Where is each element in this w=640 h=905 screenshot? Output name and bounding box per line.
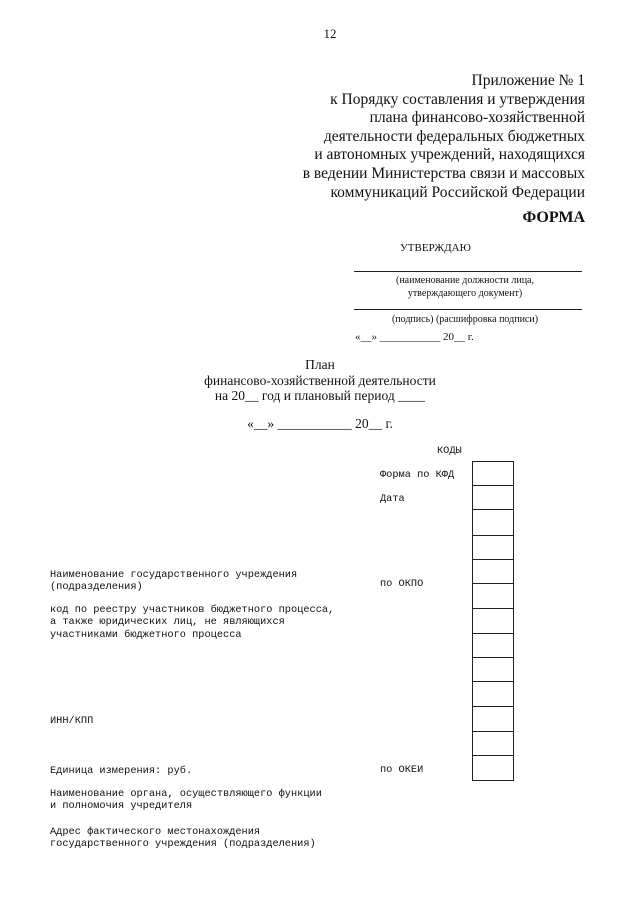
appendix-header — [165, 72, 585, 202]
date-label: Дата — [380, 493, 405, 505]
institution-name-line-1: Наименование государственного учреждения — [50, 569, 298, 581]
code-cell[interactable] — [473, 510, 513, 536]
code-cell[interactable] — [473, 536, 513, 560]
plan-title-line-3: на 20__ год и плановый период ____ — [214, 388, 426, 403]
registry-code-line-1: код по реестру участников бюджетного процесса, — [50, 604, 335, 616]
unit-label: Единица измерения: руб. — [50, 765, 193, 777]
code-cell[interactable] — [473, 560, 513, 584]
inn-kpp-label: ИНН/КПП — [50, 715, 94, 727]
appendix-line: в ведении Министерства связи и массовых — [302, 164, 585, 182]
plan-date: «__» ___________ 20__ г. — [247, 416, 393, 431]
plan-title-line-2: финансово-хозяйственной деятельности — [204, 372, 436, 388]
form-label: ФОРМА — [522, 209, 585, 226]
plan-title — [160, 357, 480, 404]
code-cell-okei[interactable] — [473, 756, 513, 780]
form-okud-label: Форма по КФД — [380, 469, 455, 481]
okei-label: по ОКЕИ — [380, 764, 424, 776]
registry-code-label — [50, 604, 334, 641]
appendix-line: и автономных учреждений, находящихся — [314, 146, 585, 164]
code-cell[interactable] — [473, 658, 513, 682]
codes-header: КОДЫ — [437, 445, 462, 457]
code-cell[interactable] — [473, 634, 513, 658]
code-cell-date[interactable] — [473, 486, 513, 510]
address-line-1: Адрес фактического местонахождения — [50, 826, 261, 838]
approve-title: УТВЕРЖДАЮ — [400, 242, 471, 254]
okpo-label: по ОКПО — [380, 578, 424, 590]
address-line-2: государственного учреждения (подразделения) — [50, 838, 316, 851]
appendix-line: коммуникаций Российской Федерации — [330, 183, 585, 201]
position-line — [354, 271, 582, 272]
appendix-line: к Порядку составления и утверждения — [330, 90, 585, 108]
code-cell[interactable] — [473, 682, 513, 707]
code-cell-okpo[interactable] — [473, 584, 513, 609]
code-cell-form[interactable] — [473, 462, 513, 486]
founder-line-1: Наименование органа, осуществляющего функции — [50, 788, 322, 800]
institution-name-line-2: (подразделения) — [50, 581, 143, 594]
registry-code-line-2: а также юридических лиц, не являющихся — [50, 616, 285, 629]
plan-title-line-1: План — [305, 357, 335, 372]
institution-name-label — [50, 569, 297, 594]
appendix-line: деятельности федеральных бюджетных — [323, 127, 585, 145]
codes-table — [472, 461, 514, 781]
registry-code-line-3: участниками бюджетного процесса — [50, 628, 242, 641]
code-cell-registry[interactable] — [473, 609, 513, 634]
code-cell-inn[interactable] — [473, 707, 513, 732]
appendix-line: Приложение № 1 — [471, 72, 585, 89]
approve-date: «__» ___________ 20__ г. — [355, 331, 474, 343]
position-caption-2: утверждающего документ) — [407, 288, 523, 299]
founder-line-2: и полномочия учредителя — [50, 800, 193, 813]
position-caption: (наименование должности лица, — [395, 275, 534, 286]
code-cell[interactable] — [473, 732, 513, 756]
signature-caption: (подпись) (расшифровка подписи) — [391, 314, 539, 325]
appendix-line: плана финансово-хозяйственной — [369, 109, 585, 127]
address-label — [50, 826, 316, 851]
approval-block — [340, 242, 590, 326]
page-number: 12 — [323, 26, 337, 41]
signature-line — [354, 309, 582, 310]
founder-label — [50, 788, 322, 813]
